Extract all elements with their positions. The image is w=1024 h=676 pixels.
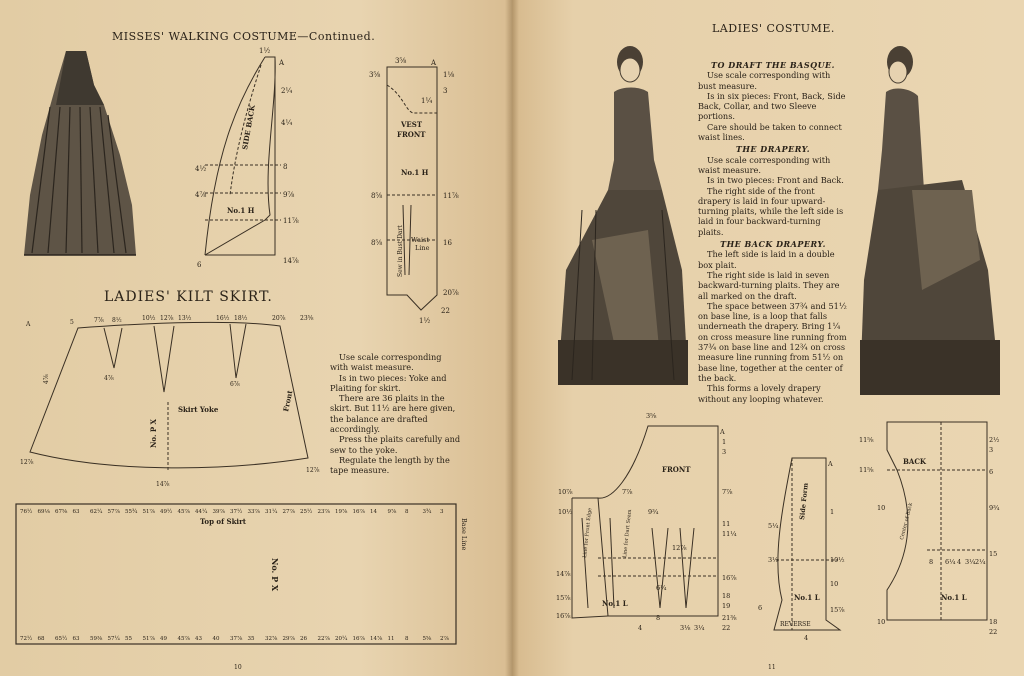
side-back-mark-8: 11⅞ xyxy=(283,217,299,225)
side-back-mark-1: A xyxy=(279,59,285,67)
plaiting-top-mark: 19⅞ xyxy=(335,509,348,515)
vest-front-mark-12: A xyxy=(431,59,437,67)
back-mark-13: 10 xyxy=(877,618,886,626)
yoke-mark-4: 10½ xyxy=(142,315,156,322)
side-form-reverse: REVERSE xyxy=(780,621,811,628)
section-heading: THE BACK DRAPERY. xyxy=(720,239,826,250)
plaiting-top-mark: 23⅞ xyxy=(317,509,330,515)
skirt-illustration xyxy=(20,45,145,260)
yoke-mark-11: 4⅞ xyxy=(43,374,50,384)
front-line-1: Line for Front Edge xyxy=(582,507,594,559)
plaiting-top-mark: 49½ xyxy=(160,509,173,515)
back-mark-5: 9¾ xyxy=(989,504,1000,512)
page-number-right: 11 xyxy=(768,664,776,671)
plaiting-top-mark: 9⅞ xyxy=(387,509,397,515)
title-suffix: —Continued. xyxy=(297,30,376,43)
plaiting-top-mark: 39⅞ xyxy=(212,509,225,515)
vest-waist-2: Line xyxy=(415,244,430,252)
kilt-paragraph: Is in two pieces: Yoke and Plaiting for skirt. xyxy=(330,372,447,393)
side-back-mark-6: 4⅞ xyxy=(195,191,207,199)
plaiting-bottom-mark: 72½ xyxy=(20,636,33,642)
back-draft xyxy=(857,410,1017,640)
section-heading: TO DRAFT THE BASQUE. xyxy=(711,60,835,70)
plaiting-bottom-mark: 22⅞ xyxy=(317,636,330,642)
side-form-mark-2: 3½ xyxy=(768,556,779,564)
side-back-piece: No.1 H xyxy=(227,206,255,215)
plaiting-top-mark: 69⅛ xyxy=(37,509,50,515)
side-form-mark-8: 4 xyxy=(804,634,809,642)
side-back-mark-3: 4¼ xyxy=(281,119,293,127)
plaiting-top-mark: 8 xyxy=(405,509,409,515)
front-mark-8: 9¾ xyxy=(648,508,659,516)
plaiting-bottom-mark: 63 xyxy=(72,636,80,642)
page-title-left xyxy=(112,30,375,43)
yoke-piece: No. P X xyxy=(149,419,158,448)
front-mark-13: 16⅞ xyxy=(556,612,571,620)
side-back-draft xyxy=(195,45,315,275)
front-mark-14: 16⅞ xyxy=(722,574,737,582)
plaiting-bottom-mark: 40 xyxy=(212,636,220,642)
yoke-mark-7: 16½ xyxy=(216,315,230,322)
back-mark-9: 6¼ xyxy=(945,558,956,566)
plaiting-top-mark: 55¾ xyxy=(125,509,138,515)
back-mark-4: 6 xyxy=(989,468,994,476)
plaiting-bottom-mark: 43 xyxy=(195,636,202,642)
front-mark-16: 19 xyxy=(722,602,731,610)
front-line-2: Line for Dart Seam xyxy=(622,509,634,559)
kilt-paragraph: Press the plaits carefully and sew to the yoke. xyxy=(330,434,461,455)
plaiting-top-mark: 25½ xyxy=(300,509,313,515)
plaiting-top-mark: 67⅝ xyxy=(55,509,68,515)
plaiting-bottom-mark: 2⅞ xyxy=(440,636,449,642)
plaiting-bottom-mark: 37⅞ xyxy=(230,636,243,642)
front-mark-1: A xyxy=(720,428,725,436)
back-mark-3: 11⅝ xyxy=(859,466,874,474)
side-form-draft xyxy=(752,450,857,642)
front-mark-20: 3⅛ xyxy=(680,624,691,632)
vest-label-1: VEST xyxy=(401,120,423,129)
plaiting-top-mark: 51⅞ xyxy=(142,509,155,515)
kilt-paragraph: There are 36 plaits in the skirt. But 11½ are here given, the balance are drafted accordingly. xyxy=(330,393,456,435)
front-mark-6: 7⅞ xyxy=(722,488,733,496)
skirt-yoke-draft xyxy=(18,312,323,492)
yoke-mark-3: 8½ xyxy=(112,317,122,324)
vest-front-mark-7: 8⅝ xyxy=(371,239,383,247)
front-mark-21: 3¼ xyxy=(694,624,705,632)
front-mark-10: 11¼ xyxy=(722,530,737,538)
plaiting-bottom-mark: 16⅞ xyxy=(352,636,365,642)
back-mark-2: 3 xyxy=(989,446,994,454)
section-paragraph: Use scale corresponding with waist measure. xyxy=(698,154,831,175)
vest-piece: No.1 H xyxy=(401,168,429,177)
kilt-instructions xyxy=(330,352,462,476)
vest-front-draft xyxy=(365,55,475,325)
side-form-mark-3: 1 xyxy=(830,508,835,516)
vest-front-mark-8: 16 xyxy=(443,239,452,247)
plaiting-bottom-mark: 20¼ xyxy=(335,636,348,642)
plaiting-bottom-mark: 11 xyxy=(387,636,395,642)
page-title-right: LADIES' COSTUME. xyxy=(712,22,835,35)
costume-front-illustration xyxy=(552,40,692,400)
vest-front-mark-3: 3 xyxy=(443,87,448,95)
plaiting-top-mark: 3 xyxy=(440,509,444,515)
side-form-mark-5: 10 xyxy=(830,580,839,588)
plaiting-bottom-mark: 55 xyxy=(125,636,132,642)
vest-waist-1: Waist xyxy=(411,236,430,244)
front-mark-22: 15⅞ xyxy=(556,594,571,602)
plaiting-top-mark: 45⅞ xyxy=(177,509,190,515)
back-label: BACK xyxy=(903,457,927,466)
plaiting-bottom-mark: 5⅝ xyxy=(422,636,432,642)
side-form-piece: No.1 L xyxy=(794,593,820,602)
plaiting-top-mark: 16⅞ xyxy=(352,509,365,515)
plaiting-bottom-mark: 49 xyxy=(160,636,167,642)
back-piece: No.1 L xyxy=(941,593,967,602)
title-main: MISSES' WALKING COSTUME xyxy=(112,30,298,43)
section-paragraph: Care should be taken to connect waist lines. xyxy=(698,121,842,143)
plaiting-bottom-mark: 35 xyxy=(247,636,255,642)
side-back-mark-4: 4½ xyxy=(195,165,207,173)
plaiting-bottom-mark: 14⅞ xyxy=(370,636,383,642)
book-gutter xyxy=(505,0,519,676)
kilt-title: LADIES' KILT SKIRT. xyxy=(104,289,273,305)
yoke-mark-9: 20⅞ xyxy=(272,315,286,322)
vest-dart: Sew in Bust Dart xyxy=(397,225,404,277)
vest-label-2: FRONT xyxy=(397,130,426,139)
page-number-left: 10 xyxy=(234,664,242,671)
yoke-mark-1: 5 xyxy=(70,319,74,326)
plaiting-top-mark: 27⅞ xyxy=(282,509,295,515)
yoke-mark-13: 6⅞ xyxy=(230,381,240,388)
section-paragraph: The right side of the front drapery is laid in four upward-turning plaits, while the left side is laid in four backward-turning plaits. xyxy=(698,185,844,237)
plaiting-bottom-mark: 32⅞ xyxy=(265,636,278,642)
yoke-mark-2: 7⅞ xyxy=(94,317,104,324)
plaiting-top-mark: 44¼ xyxy=(195,509,208,515)
plaiting-top-marks xyxy=(20,508,444,515)
vest-front-mark-5: 8⅝ xyxy=(371,192,383,200)
section-paragraph: The space between 37¾ and 51½ on base line, is a loop that falls underneath the drapery. Bring 1¼ on cross measure line running from 37¾ on base line and 12¾ on cross measure line running from 51½ on base line, together at the center of the back. xyxy=(698,300,847,383)
front-mark-4: 10⅞ xyxy=(558,488,573,496)
plaiting-top-mark: 62¼ xyxy=(90,509,103,515)
front-mark-3: 3 xyxy=(722,448,727,456)
costume-instructions xyxy=(698,58,848,404)
plaiting-bottom-mark: 45⅞ xyxy=(177,636,190,642)
side-back-mark-7: 9⅞ xyxy=(283,191,295,199)
yoke-mark-14: 12⅞ xyxy=(20,459,34,466)
front-mark-17: 21⅜ xyxy=(722,614,737,622)
front-mark-2: 1 xyxy=(722,438,727,446)
plaiting-piece: No. P X xyxy=(270,558,280,592)
plaiting-bottom-mark: 26 xyxy=(300,636,307,642)
yoke-mark-5: 12⅞ xyxy=(160,315,174,322)
yoke-mark-8: 18½ xyxy=(234,315,248,322)
front-mark-12: 14⅞ xyxy=(556,570,571,578)
plaiting-top-mark: 14 xyxy=(370,509,377,515)
side-form-mark-6: 15⅞ xyxy=(830,606,845,614)
plaiting-top-mark: 63 xyxy=(72,509,80,515)
front-draft xyxy=(552,408,737,638)
plaiting-top-mark: 76½ xyxy=(20,509,33,515)
front-piece: No.1 L xyxy=(602,599,628,608)
front-mark-18: 22 xyxy=(722,624,731,632)
kilt-paragraph: Regulate the length by the tape measure. xyxy=(330,454,450,476)
plaiting-top-mark: 33⅞ xyxy=(247,509,260,515)
yoke-mark-16: 14⅞ xyxy=(156,481,170,488)
front-label: FRONT xyxy=(662,465,691,474)
vest-front-mark-4: 1¼ xyxy=(421,97,433,105)
yoke-mark-15: 12⅞ xyxy=(306,467,320,474)
back-mark-11: 3¼ xyxy=(965,558,976,566)
front-mark-5: 7⅞ xyxy=(622,488,633,496)
front-mark-23: 6¼ xyxy=(656,584,667,592)
section-paragraph: The right side is laid in seven backward-turning plaits. They are all marked on the draft. xyxy=(698,269,840,301)
yoke-mark-12: 4⅞ xyxy=(104,375,114,382)
back-mark-8: 8 xyxy=(929,558,934,566)
section-paragraph: Use scale corresponding with bust measure. xyxy=(698,70,831,91)
plaiting-top-mark: 3¾ xyxy=(422,509,432,515)
section-paragraph: Is in six pieces: Front, Back, Side Back, Collar, and two Sleeve portions. xyxy=(698,90,846,122)
vest-front-mark-10: 1½ xyxy=(419,317,431,325)
vest-front-mark-9: 20⅞ xyxy=(443,289,459,297)
plaiting-top-mark: 57⅞ xyxy=(107,509,120,515)
plaiting-bottom-marks xyxy=(20,635,449,642)
back-mark-12: 2¼ xyxy=(975,558,986,566)
vest-front-mark-11: 22 xyxy=(441,307,450,315)
plaiting-bottom-mark: 8 xyxy=(405,636,409,642)
side-back-mark-2: 2¼ xyxy=(281,87,293,95)
back-center: Center of Back xyxy=(899,502,915,541)
plaiting-base: Base Line xyxy=(460,518,468,551)
plaiting-top-label: Top of Skirt xyxy=(200,517,247,526)
back-mark-0: 11⅝ xyxy=(859,436,874,444)
back-mark-6: 10 xyxy=(877,504,886,512)
front-mark-9: 11 xyxy=(722,520,731,528)
side-form-mark-0: A xyxy=(828,460,833,468)
plaiting-top-mark: 37½ xyxy=(230,509,243,515)
vest-front-mark-6: 11⅞ xyxy=(443,192,459,200)
front-mark-24: 4 xyxy=(638,624,643,632)
back-mark-1: 2½ xyxy=(989,436,1000,444)
yoke-mark-10: 23⅝ xyxy=(300,315,314,322)
section-paragraph: Is in two pieces: Front and Back. xyxy=(707,175,844,186)
kilt-paragraph: Use scale corresponding with waist measure. xyxy=(330,352,442,373)
back-mark-7: 15 xyxy=(989,550,998,558)
front-mark-7: 10½ xyxy=(558,508,573,516)
right-page xyxy=(512,0,1024,676)
back-mark-15: 22 xyxy=(989,628,998,636)
plaiting-draft xyxy=(10,498,470,650)
back-mark-10: 4 xyxy=(957,558,962,566)
front-mark-15: 18 xyxy=(722,592,731,600)
yoke-mark-0: A xyxy=(26,321,31,328)
side-form-mark-7: 6 xyxy=(758,604,763,612)
vest-front-mark-2: 1⅛ xyxy=(443,71,455,79)
yoke-label: Skirt Yoke xyxy=(178,405,219,414)
side-back-mark-10: 6 xyxy=(197,261,202,269)
plaiting-bottom-mark: 59⅜ xyxy=(90,636,103,642)
plaiting-bottom-mark: 51⅞ xyxy=(142,636,155,642)
section-heading: THE DRAPERY. xyxy=(735,144,811,155)
side-back-mark-9: 14⅞ xyxy=(283,257,299,265)
plaiting-bottom-mark: 57¼ xyxy=(107,636,120,642)
side-form-mark-4: 10½ xyxy=(830,556,845,564)
side-back-mark-0: 1½ xyxy=(259,47,271,55)
side-form-label: Side Form xyxy=(798,482,810,521)
section-paragraph: This forms a lovely drapery without any looping whatever. xyxy=(698,383,824,404)
plaiting-bottom-mark: 68 xyxy=(37,636,45,642)
front-mark-0: 3⅝ xyxy=(646,412,657,420)
yoke-front: Front xyxy=(281,389,295,413)
plaiting-bottom-mark: 65½ xyxy=(55,636,68,642)
costume-back-illustration xyxy=(852,40,1002,400)
plaiting-top-mark: 31¼ xyxy=(265,509,278,515)
vest-front-mark-0: 3⅝ xyxy=(395,57,407,65)
plaiting-bottom-mark: 29⅞ xyxy=(282,636,295,642)
yoke-mark-6: 13½ xyxy=(178,315,192,322)
side-form-mark-1: 5¼ xyxy=(768,522,779,530)
section-paragraph: The left side is laid in a double box plait. xyxy=(698,249,835,270)
side-back-label: SIDE BACK xyxy=(240,104,257,151)
vest-front-mark-1: 3⅝ xyxy=(369,71,381,79)
back-mark-14: 18 xyxy=(989,618,998,626)
side-back-mark-5: 8 xyxy=(283,163,288,171)
front-mark-19: 8 xyxy=(656,614,661,622)
front-mark-11: 12⅞ xyxy=(672,544,687,552)
